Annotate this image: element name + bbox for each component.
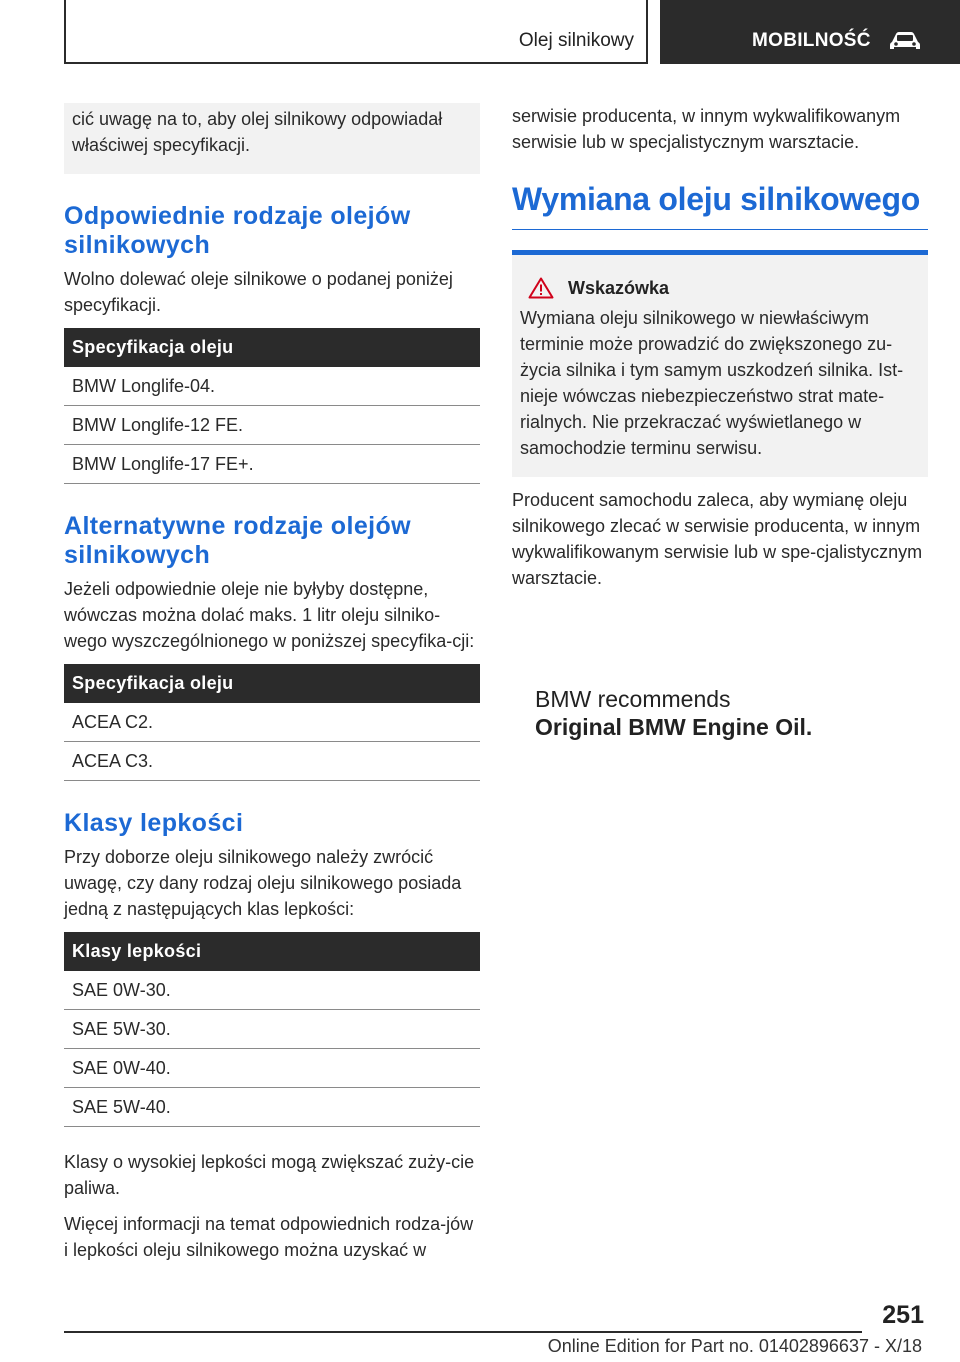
table-row (64, 971, 480, 1010)
table-row (64, 445, 480, 484)
section-text: Jeżeli odpowiednie oleje nie byłyby dostępne, wówczas można dolać maks. 1 litr oleju silniko-wego wyszczególnionego w poniższej specyfika-cji: (64, 579, 475, 651)
table-header: Specyfikacja oleju (64, 328, 480, 367)
viscosity-note: Klasy o wysokiej lepkości mogą zwiększać zuży-cie paliwa. (64, 1152, 475, 1198)
continuation-box (64, 103, 480, 174)
table-row (64, 406, 480, 445)
warning-triangle-icon (528, 277, 554, 299)
header-section-bar (660, 0, 960, 64)
continuation-text: cić uwagę na to, aby olej silnikowy odpowiadał właściwej specyfikacji. (72, 109, 443, 155)
table-cell: SAE 0W-30. (64, 971, 480, 1010)
page-number: 251 (882, 1301, 924, 1329)
table-cell: SAE 0W-40. (64, 1049, 480, 1088)
footer-rule (64, 1331, 862, 1333)
notice-text: Wymiana oleju silnikowego w niewłaściwym terminie może prowadzić do zwiększonego zu-życia silnika i tym samym uszkodzeń silnika. Ist-nieje wówczas niebezpieczeństwo strat mate-rialnych. Nie przekraczać wyświetlanego w samochodzie terminu serwisu. (520, 308, 904, 458)
continuation-text: serwisie producenta, w innym wykwalifikowanym serwisie lub w specjalistycznym warsztacie. (512, 106, 901, 152)
bmw-oil-logo (535, 685, 855, 741)
viscosity-table (64, 932, 480, 1127)
section-heading: Odpowiednie rodzaje olejów silnikowych (64, 202, 411, 259)
table-row (64, 1049, 480, 1088)
section-heading: Klasy lepkości (64, 809, 244, 837)
logo-line1: BMW recommends (535, 686, 731, 712)
main-heading: Wymiana oleju silnikowego (512, 179, 928, 230)
section-text: Przy doborze oleju silnikowego należy zwrócić uwagę, czy dany rodzaj oleju silnikowego posiada jedną z następujących klas lepkości: (64, 847, 462, 919)
header-chapter-frame (64, 0, 648, 64)
table-row (64, 1088, 480, 1127)
left-column (64, 103, 480, 1273)
table-cell: SAE 5W-40. (64, 1088, 480, 1127)
table-cell: BMW Longlife-17 FE+. (64, 445, 480, 484)
table-row (64, 367, 480, 406)
right-column (512, 103, 928, 601)
notice-title: Wskazówka (568, 277, 670, 298)
table-cell: SAE 5W-30. (64, 1010, 480, 1049)
table-row (64, 703, 480, 742)
table-cell: BMW Longlife-04. (64, 367, 480, 406)
chapter-title: Olej silnikowy (518, 30, 634, 51)
recommendation-text: Producent samochodu zaleca, aby wymianę oleju silnikowego zlecać w serwisie producenta, w innym wykwalifikowanym serwisie lub w spe-cjalistycznym warsztacie. (512, 490, 923, 588)
table-cell: ACEA C2. (64, 703, 480, 742)
table-header: Specyfikacja oleju (64, 664, 480, 703)
more-info-text: Więcej informacji na temat odpowiednich rodza-jów i lepkości oleju silnikowego można uzyskać w (64, 1214, 474, 1260)
car-icon (888, 30, 922, 52)
alt-oil-spec-table (64, 664, 480, 781)
table-header: Klasy lepkości (64, 932, 480, 971)
footer-edition: Online Edition for Part no. 01402896637 - X/18 (547, 1336, 922, 1356)
section-text: Wolno dolewać oleje silnikowe o podanej poniżej specyfikacji. (64, 269, 453, 315)
logo-line2: Original BMW Engine Oil. (535, 714, 813, 740)
oil-spec-table (64, 328, 480, 484)
notice-box (512, 250, 928, 477)
table-cell: BMW Longlife-12 FE. (64, 406, 480, 445)
table-row (64, 1010, 480, 1049)
table-row (64, 742, 480, 781)
section-label: MOBILNOŚĆ (752, 30, 871, 51)
table-cell: ACEA C3. (64, 742, 480, 781)
section-heading: Alternatywne rodzaje olejów silnikowych (64, 512, 411, 569)
